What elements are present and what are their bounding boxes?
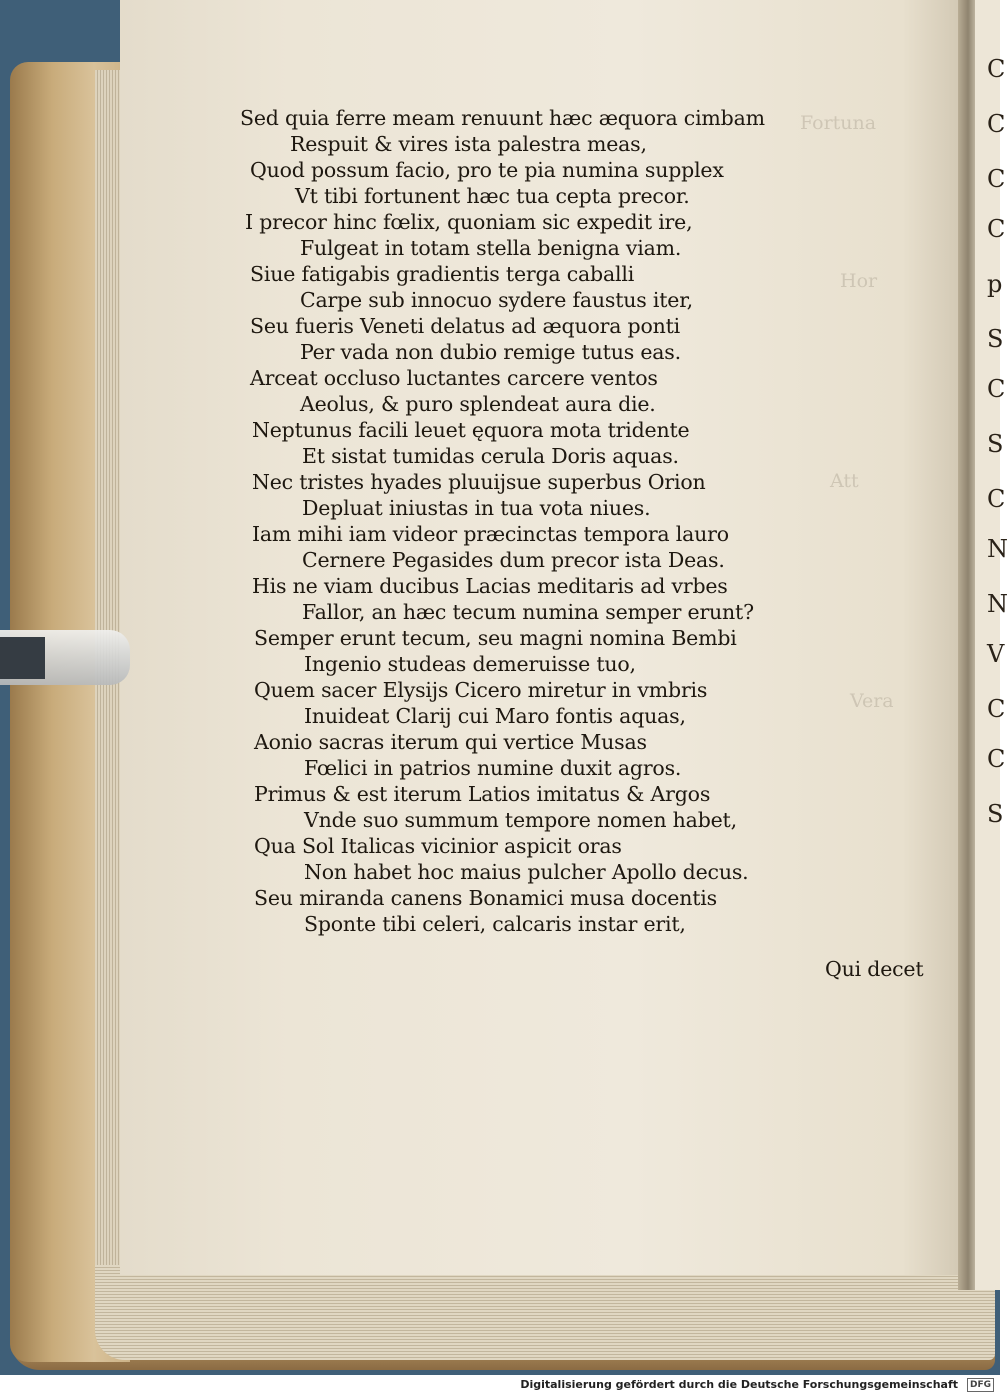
- verse-line: I precor hinc fœlix, quoniam sic expedit ire,: [245, 210, 693, 234]
- bleed-through-text: Fortuna: [800, 112, 877, 134]
- dfg-logo: DFG: [967, 1378, 994, 1392]
- verse-line: Neptunus facili leuet ęquora mota tridente: [252, 418, 690, 442]
- verse-line: Fallor, an hæc tecum numina semper erunt?: [302, 600, 754, 624]
- verse-line: Aonio sacras iterum qui vertice Musas: [254, 730, 647, 754]
- verse-line: Sponte tibi celeri, calcaris instar erit,: [304, 912, 686, 936]
- verse-line: Depluat iniustas in tua vota niues.: [302, 496, 651, 520]
- funding-credit: Digitalisierung gefördert durch die Deutsche Forschungsgemeinschaft: [520, 1378, 958, 1391]
- bleed-through-text: Vera: [850, 690, 894, 712]
- verse-line: Et sistat tumidas cerula Doris aquas.: [302, 444, 679, 468]
- verse-line: Carpe sub innocuo sydere faustus iter,: [300, 288, 693, 312]
- verse-line: Respuit & vires ista palestra meas,: [290, 132, 647, 156]
- bleed-through-text: Hor: [840, 270, 878, 292]
- verse-line: Aeolus, & puro splendeat aura die.: [300, 392, 656, 416]
- verse-line: Seu fueris Veneti delatus ad æquora ponti: [250, 314, 681, 338]
- verse-line: Cernere Pegasides dum precor ista Deas.: [302, 548, 725, 572]
- verse-line: Qua Sol Italicas vicinior aspicit oras: [254, 834, 622, 858]
- glass-page-weight: [0, 610, 150, 700]
- verse-line: Nec tristes hyades pluuijsue superbus Orion: [252, 470, 706, 494]
- verse-line: Seu miranda canens Bonamici musa docentis: [254, 886, 717, 910]
- verse-line: Primus & est iterum Latios imitatus & Argos: [254, 782, 711, 806]
- verse-line: Non habet hoc maius pulcher Apollo decus.: [304, 860, 749, 884]
- verse-line: Inuideat Clarij cui Maro fontis aquas,: [304, 704, 686, 728]
- catchword: Qui decet: [825, 957, 924, 981]
- verse-line: Per vada non dubio remige tutus eas.: [300, 340, 681, 364]
- verse-line: Quod possum facio, pro te pia numina supplex: [250, 158, 724, 182]
- page-edge-bottom: [95, 1265, 995, 1360]
- bleed-through-text: Att: [830, 470, 859, 492]
- verse-line: Arceat occluso luctantes carcere ventos: [250, 366, 658, 390]
- verse-line: Vnde suo summum tempore nomen habet,: [304, 808, 737, 832]
- verse-line: Ingenio studeas demeruisse tuo,: [304, 652, 636, 676]
- verse-line: Siue fatigabis gradientis terga caballi: [250, 262, 635, 286]
- verse-line: Fœlici in patrios numine duxit agros.: [304, 756, 682, 780]
- verse-line: Semper erunt tecum, seu magni nomina Bembi: [254, 626, 737, 650]
- verse-line: Iam mihi iam videor præcinctas tempora lauro: [252, 522, 729, 546]
- verse-line: Vt tibi fortunent hæc tua cepta precor.: [295, 184, 690, 208]
- footer-bar: [0, 1375, 1000, 1395]
- glass-weight-shadow: [0, 637, 45, 679]
- verse-line: Sed quia ferre meam renuunt hæc æquora cimbam: [240, 106, 765, 130]
- facing-page-edge: C C C C p S C S C N N V C C S: [975, 0, 1000, 1290]
- verse-line: Quem sacer Elysijs Cicero miretur in vmbris: [254, 678, 708, 702]
- verse-line: Fulgeat in totam stella benigna viam.: [300, 236, 682, 260]
- verse-line: His ne viam ducibus Lacias meditaris ad vrbes: [252, 574, 728, 598]
